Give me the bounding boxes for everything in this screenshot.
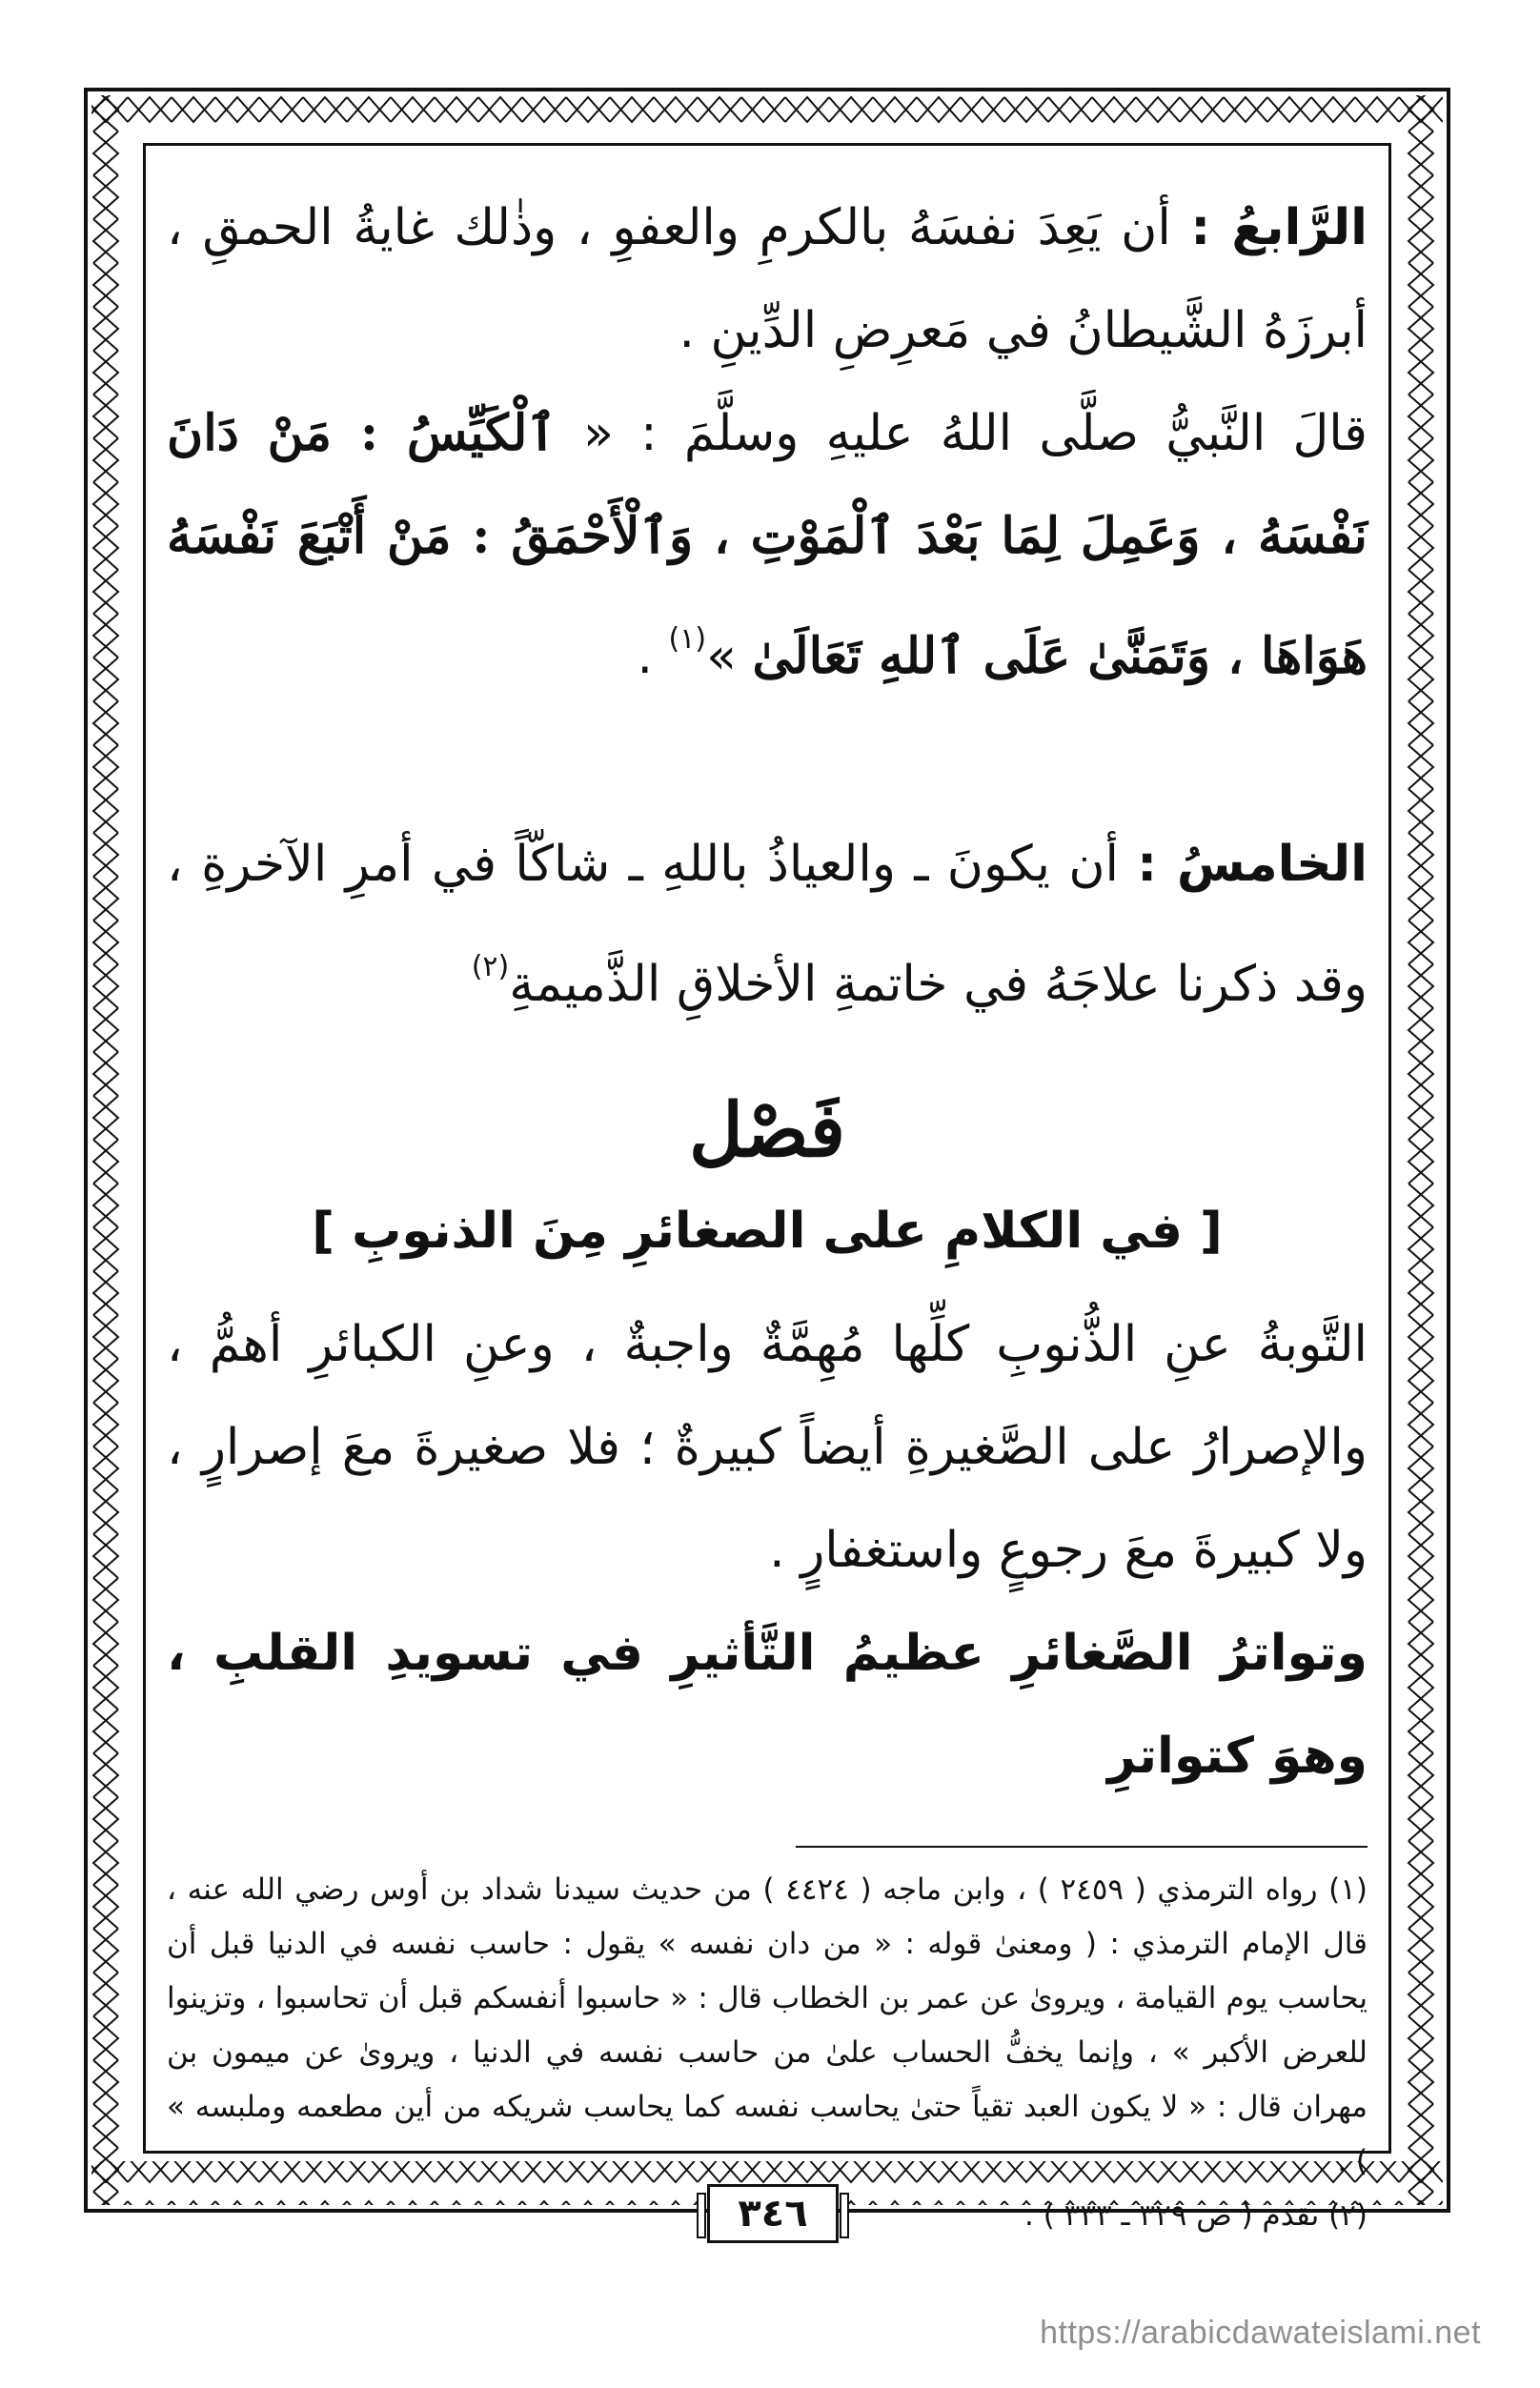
- paragraph-label: الخامسُ :: [1137, 836, 1368, 893]
- paragraph-minor-sins: وتواترُ الصَّغائرِ عظيمُ التَّأثيرِ في تسويدِ القلبِ ، وهوَ كتواترِ: [167, 1625, 1368, 1785]
- hadith-quote: ٱلْكَيِّسُ : مَنْ دَانَ نَفْسَهُ ، وَعَمِلَ لِمَا بَعْدَ ٱلْمَوْتِ ، وَٱلْأَحْمَقُ : مَنْ أَتْبَعَ نَفْسَهُ هَوَاهَا ، وَتَمَنَّىٰ عَلَى ٱللهِ تَعَالَىٰ: [167, 404, 1368, 685]
- page-number: ٣٤٦: [707, 2184, 839, 2243]
- footnote-1: (١) رواه الترمذي ( ٢٤٥٩ ) ، وابن ماجه ( ٤٤٢٤ ) من حديث سيدنا شداد بن أوس رضي الله عنه ، قال الإمام الترمذي : ( ومعنىٰ قوله : « من دان نفسه » يقول : حاسب نفسه في الدنيا قبل أن يحاسب يوم القيامة ، ويروىٰ عن عمر بن الخطاب قال : « حاسبوا أنفسكم قبل أن تحاسبوا ، وتزينوا للعرض الأكبر » ، وإنما يخفُّ الحساب علىٰ من حاسب نفسه في الدنيا ، ويروىٰ عن ميمون بن مهران قال : « لا يكون العبد تقياً حتىٰ يحاسب نفسه كما يحاسب شريكه من أين مطعمه وملبسه » ) .: [167, 1872, 1368, 2178]
- hadith-end: .: [637, 628, 669, 685]
- footnote-2: (٢) تقدم ( ص ٣٢٩ ـ ٣٣٣ ) .: [1024, 2198, 1368, 2233]
- fasl-heading: فَصْل: [689, 1087, 845, 1174]
- section-title: [ في الكلامِ على الصغائرِ مِنَ الذنوبِ ]: [312, 1203, 1223, 1260]
- footnote-divider: [796, 1846, 1368, 1848]
- footnote-ref-2: (٢): [471, 950, 510, 983]
- paragraph-repentance: التَّوبةُ عنِ الذُّنوبِ كلِّها مُهِمَّةٌ واجبةٌ ، وعنِ الكبائرِ أهمُّ ، والإصرارُ على الصَّغيرةِ أيضاً كبيرةٌ ؛ فلا صغيرةَ معَ إصرارٍ ، ولا كبيرةَ معَ رجوعٍ واستغفارٍ .: [167, 1316, 1368, 1579]
- paragraph-fifth: [167, 813, 1368, 1036]
- footnote-ref-1: (١): [668, 622, 707, 656]
- paragraph-text: أن يَعِدَ نفسَهُ بالكرمِ والعفوِ ، وذٰلك غايةُ الحمقِ ، أبرزَهُ الشَّيطانُ في مَعرِضِ الدِّينِ .: [167, 199, 1368, 359]
- paragraph-label: الرَّابعُ :: [1190, 199, 1368, 256]
- spacer: [167, 708, 1368, 813]
- watermark-url: https://arabicdawateislami.net: [1040, 2315, 1481, 2351]
- paragraph-hadith: [167, 382, 1368, 708]
- paragraph-text: أن يكونَ ـ والعياذُ باللهِ ـ شاكّاً في أمرِ الآخرةِ ، وقد ذكرنا علاجَهُ في خاتمةِ الأخلاقِ الذَّميمةِ: [167, 836, 1368, 1013]
- hadith-intro: قالَ النَّبيُّ صلَّى اللهُ عليهِ وسلَّمَ : «: [556, 405, 1368, 462]
- hadith-close: »: [706, 628, 753, 685]
- paragraph-fourth: [167, 176, 1368, 382]
